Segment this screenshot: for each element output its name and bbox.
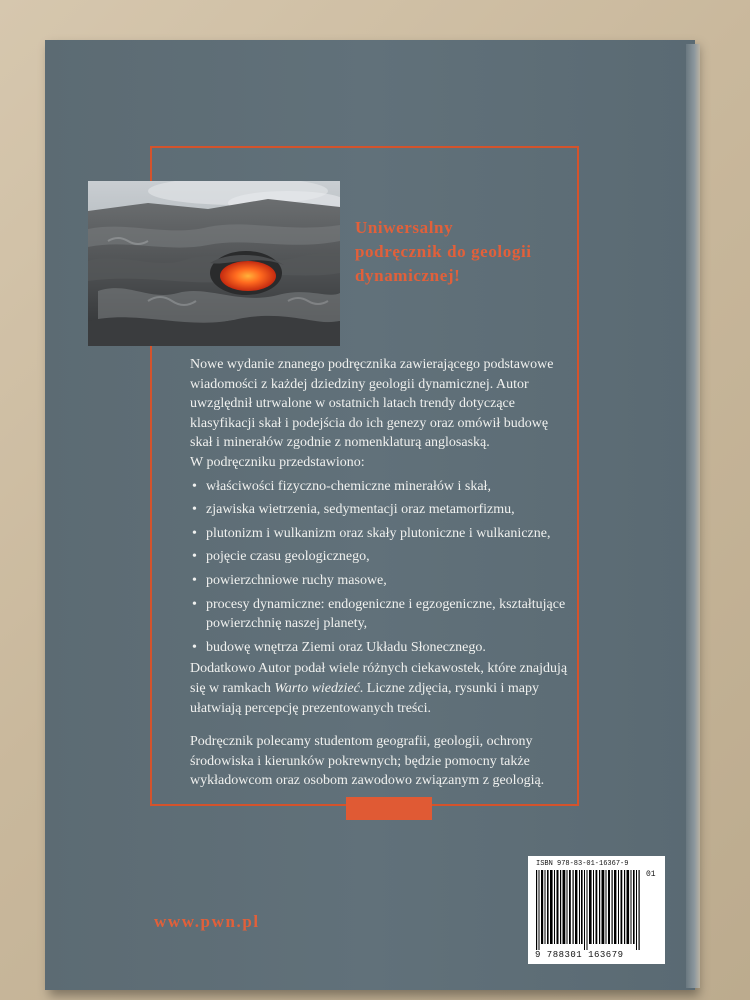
feature-item: • powierzchniowe ruchy masowe,: [190, 571, 570, 591]
barcode-addon: 01: [646, 870, 656, 879]
recommend-paragraph: Podręcznik polecamy studentom geografii, geologii, ochrony środowiska i kierunków pokrewnych; będzie pomocny także wykładowcom oraz osobom zawodowo związanym z geologią.: [190, 734, 545, 789]
tagline-line-3: dynamicznej!: [355, 266, 461, 285]
feature-item: • właściwości fizyczno-chemiczne minerałów i skał,: [190, 477, 570, 497]
website-url: www.pwn.pl: [154, 912, 260, 931]
barcode-label: [528, 856, 665, 964]
extra-text-end: . Liczne zdjęcia, rysunki i mapy ułatwiają percepcję prezentowanych treści.: [190, 680, 539, 716]
lava-photo: [88, 181, 340, 346]
extra-text-start: Dodatkowo Autor podał wiele różnych ciekawostek, które znajdują się w ramkach: [190, 661, 568, 696]
feature-item: • procesy dynamiczne: endogeniczne i egzogeniczne, kształtujące powierzchnię naszej planety,: [190, 595, 570, 634]
intro-paragraph: Nowe wydanie znanego podręcznika zawierającego podstawowe wiadomości z każdej dziedziny geologii dynamicznej. Autor uwzględnił utrwalone w ostatnich latach trendy dotyczące klasyfikacji skał i podejścia do ich genezy oraz omówił budowę skał i minerałów zgodnie z nomenklaturą anglosaską.: [190, 357, 554, 451]
feature-item: • zjawiska wietrzenia, sedymentacji oraz metamorfizmu,: [190, 500, 570, 520]
description: [190, 355, 570, 791]
extra-paragraph: [190, 659, 570, 718]
feature-item: • budowę wnętrza Ziemi oraz Układu Słonecznego.: [190, 638, 570, 658]
tagline: [355, 216, 595, 288]
tagline-line-1: Uniwersalny: [355, 218, 454, 237]
barcode-digits: 9 788301 163679: [535, 950, 624, 960]
warto-wiedziec-label: Warto wiedzieć: [274, 680, 360, 696]
feature-item: • plutonizm i wulkanizm oraz skały plutoniczne i wulkaniczne,: [190, 524, 570, 544]
barcode-bars: [534, 870, 644, 950]
isbn-text: ISBN 978-83-01-16367-9: [536, 860, 629, 868]
tagline-line-2: podręcznik do geologii: [355, 242, 532, 261]
book-page-edge: [686, 44, 700, 988]
accent-tab: [346, 797, 432, 820]
feature-item: • pojęcie czasu geologicznego,: [190, 547, 570, 567]
list-heading: W podręczniku przedstawiono:: [190, 454, 365, 470]
feature-list: [190, 477, 570, 658]
